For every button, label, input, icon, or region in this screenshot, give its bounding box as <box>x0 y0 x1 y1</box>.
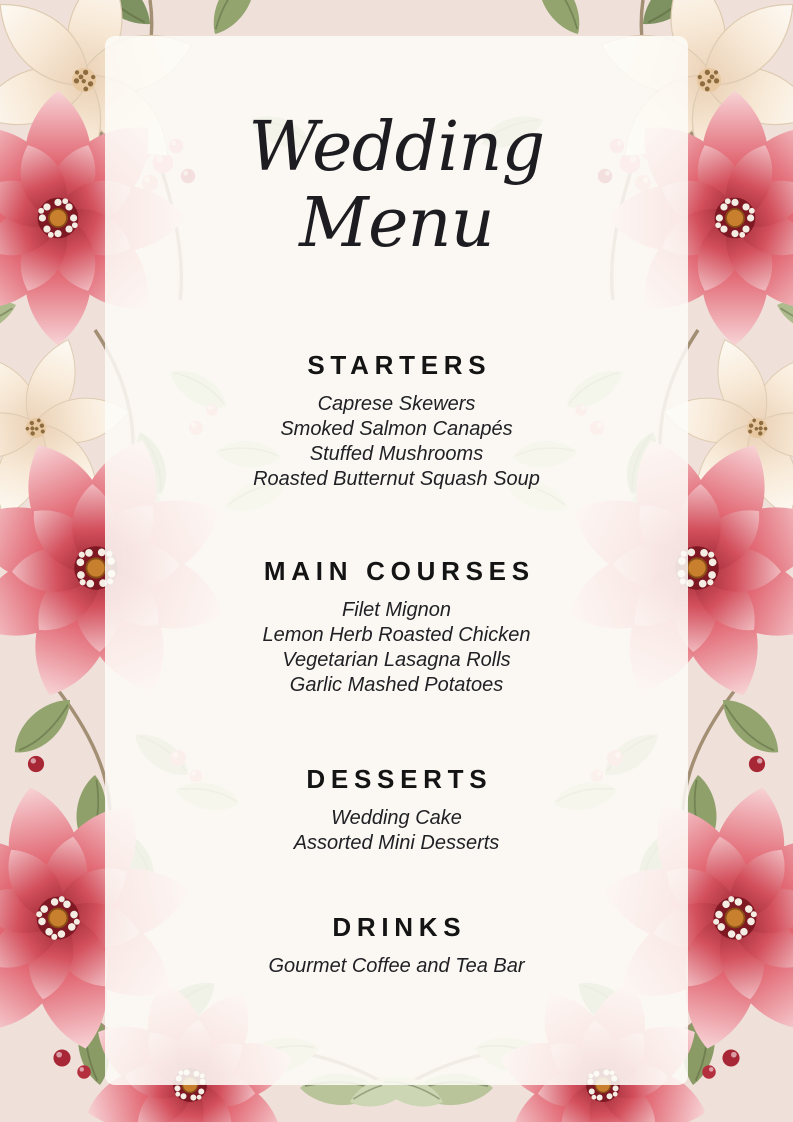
menu-item: Assorted Mini Desserts <box>293 832 500 854</box>
section-heading-starters: STARTERS <box>307 350 492 380</box>
menu-title-line-1: Wedding <box>248 108 545 187</box>
desserts-items <box>105 806 688 856</box>
drinks-items <box>105 954 688 979</box>
section-desserts <box>105 762 688 856</box>
menu-item: Stuffed Mushrooms <box>309 443 484 465</box>
menu-item: Roasted Butternut Squash Soup <box>253 468 540 490</box>
menu-item: Wedding Cake <box>331 807 462 829</box>
menu-item: Filet Mignon <box>342 599 451 621</box>
starters-items <box>105 392 688 492</box>
section-drinks <box>105 910 688 979</box>
menu-panel <box>105 36 688 1085</box>
section-heading-main-courses: MAIN COURSES <box>263 556 535 586</box>
menu-item: Gourmet Coffee and Tea Bar <box>268 955 525 977</box>
section-starters <box>105 348 688 492</box>
menu-item: Smoked Salmon Canapés <box>280 418 513 440</box>
menu-item: Vegetarian Lasagna Rolls <box>282 649 511 671</box>
main-courses-items <box>105 598 688 698</box>
menu-item: Garlic Mashed Potatoes <box>289 674 504 696</box>
menu-item: Lemon Herb Roasted Chicken <box>262 624 531 646</box>
menu-item: Caprese Skewers <box>317 393 476 415</box>
menu-title <box>105 110 688 262</box>
section-heading-desserts: DESSERTS <box>306 764 493 794</box>
section-main-courses <box>105 554 688 698</box>
section-heading-drinks: DRINKS <box>332 912 467 942</box>
menu-title-line-2: Menu <box>299 184 494 263</box>
